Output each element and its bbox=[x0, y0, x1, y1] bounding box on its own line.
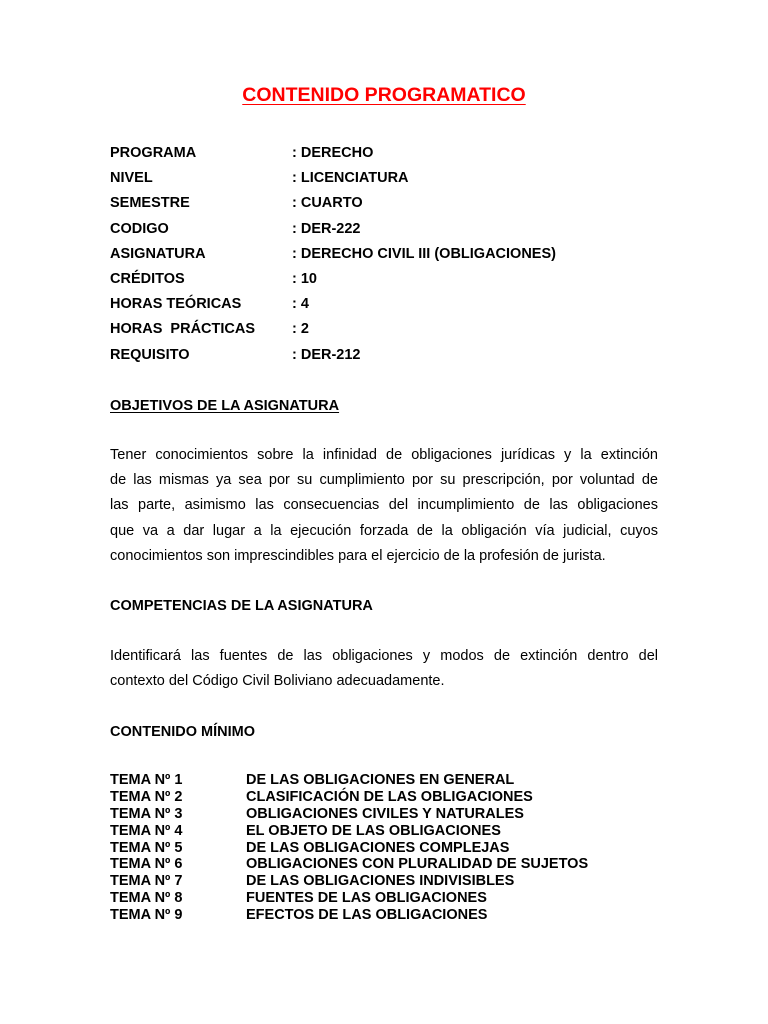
paragraph-line: contexto del Código Civil Boliviano adecuadamente. bbox=[110, 673, 445, 690]
tema-title: OBLIGACIONES CON PLURALIDAD DE SUJETOS bbox=[246, 856, 589, 873]
tema-row bbox=[110, 873, 670, 890]
tema-number: TEMA Nº 2 bbox=[110, 788, 183, 805]
tema-number: TEMA Nº 7 bbox=[110, 873, 183, 890]
tema-number: TEMA Nº 8 bbox=[110, 890, 183, 907]
tema-title: DE LAS OBLIGACIONES EN GENERAL bbox=[246, 772, 515, 788]
metadata-row-requisito bbox=[110, 345, 670, 370]
paragraph-line: las parte, asimismo las consecuencias del incumplimiento de las obligaciones bbox=[110, 497, 658, 514]
course-metadata bbox=[110, 143, 670, 370]
tema-number: TEMA Nº 5 bbox=[110, 839, 183, 856]
tema-row bbox=[110, 890, 670, 907]
temas-list bbox=[110, 772, 670, 924]
tema-title: CLASIFICACIÓN DE LAS OBLIGACIONES bbox=[246, 788, 533, 805]
tema-number: TEMA Nº 1 bbox=[110, 772, 183, 788]
metadata-value: : 10 bbox=[292, 270, 317, 287]
metadata-value: : DER-212 bbox=[292, 346, 361, 363]
tema-row bbox=[110, 772, 670, 789]
metadata-row-horas-practicas bbox=[110, 319, 670, 344]
metadata-row-creditos bbox=[110, 269, 670, 294]
metadata-label: NIVEL bbox=[110, 170, 153, 187]
metadata-row-horas-teoricas bbox=[110, 294, 670, 319]
metadata-label: PROGRAMA bbox=[110, 145, 197, 161]
tema-title: DE LAS OBLIGACIONES INDIVISIBLES bbox=[246, 873, 515, 890]
metadata-value: : CUARTO bbox=[292, 195, 363, 212]
tema-row bbox=[110, 789, 670, 806]
paragraph-line: que va a dar lugar a la ejecución forzada de la obligación vía judicial, cuyos bbox=[110, 522, 658, 539]
tema-title: EL OBJETO DE LAS OBLIGACIONES bbox=[246, 822, 501, 839]
metadata-label: REQUISITO bbox=[110, 346, 190, 363]
metadata-row-codigo bbox=[110, 219, 670, 244]
paragraph-line: conocimientos son imprescindibles para el ejercicio de la profesión de jurista. bbox=[110, 547, 606, 564]
metadata-value: : DER-222 bbox=[292, 220, 361, 237]
paragraph-line: Identificará las fuentes de las obligaciones y modos de extinción dentro del bbox=[110, 648, 658, 664]
metadata-row-programa bbox=[110, 143, 670, 168]
competencias-heading: COMPETENCIAS DE LA ASIGNATURA bbox=[110, 598, 373, 614]
metadata-label: CRÉDITOS bbox=[110, 270, 185, 287]
tema-title: FUENTES DE LAS OBLIGACIONES bbox=[246, 890, 487, 907]
metadata-label: HORAS PRÁCTICAS bbox=[110, 321, 256, 338]
tema-row bbox=[110, 907, 670, 924]
metadata-row-asignatura bbox=[110, 244, 670, 269]
metadata-row-nivel bbox=[110, 168, 670, 193]
competencias-paragraph bbox=[110, 644, 658, 694]
tema-number: TEMA Nº 6 bbox=[110, 856, 183, 873]
contenido-minimo-heading: CONTENIDO MÍNIMO bbox=[110, 724, 255, 740]
tema-number: TEMA Nº 4 bbox=[110, 822, 183, 839]
tema-title: EFECTOS DE LAS OBLIGACIONES bbox=[246, 907, 488, 924]
tema-row bbox=[110, 806, 670, 823]
tema-number: TEMA Nº 3 bbox=[110, 805, 183, 822]
metadata-label: HORAS TEÓRICAS bbox=[110, 296, 242, 313]
tema-title: OBLIGACIONES CIVILES Y NATURALES bbox=[246, 805, 524, 822]
tema-row bbox=[110, 856, 670, 873]
metadata-row-semestre bbox=[110, 193, 670, 218]
paragraph-line: de las mismas ya sea por su cumplimiento por su prescripción, por voluntad de bbox=[110, 472, 658, 489]
tema-number: TEMA Nº 9 bbox=[110, 907, 183, 924]
tema-row bbox=[110, 840, 670, 857]
document-title: CONTENIDO PROGRAMATICO bbox=[242, 84, 526, 106]
metadata-label: CODIGO bbox=[110, 220, 169, 237]
tema-title: DE LAS OBLIGACIONES COMPLEJAS bbox=[246, 839, 510, 856]
metadata-label: SEMESTRE bbox=[110, 195, 190, 212]
objetivos-paragraph bbox=[110, 443, 658, 569]
objetivos-heading: OBJETIVOS DE LA ASIGNATURA bbox=[110, 398, 340, 414]
metadata-value: : DERECHO CIVIL III (OBLIGACIONES) bbox=[292, 245, 556, 262]
metadata-value: : DERECHO bbox=[292, 145, 374, 161]
metadata-value: : 2 bbox=[292, 321, 309, 338]
paragraph-line: Tener conocimientos sobre la infinidad de obligaciones jurídicas y la extinción bbox=[110, 447, 658, 463]
metadata-value: : LICENCIATURA bbox=[292, 170, 409, 187]
tema-row bbox=[110, 823, 670, 840]
metadata-label: ASIGNATURA bbox=[110, 245, 206, 262]
metadata-value: : 4 bbox=[292, 296, 309, 313]
